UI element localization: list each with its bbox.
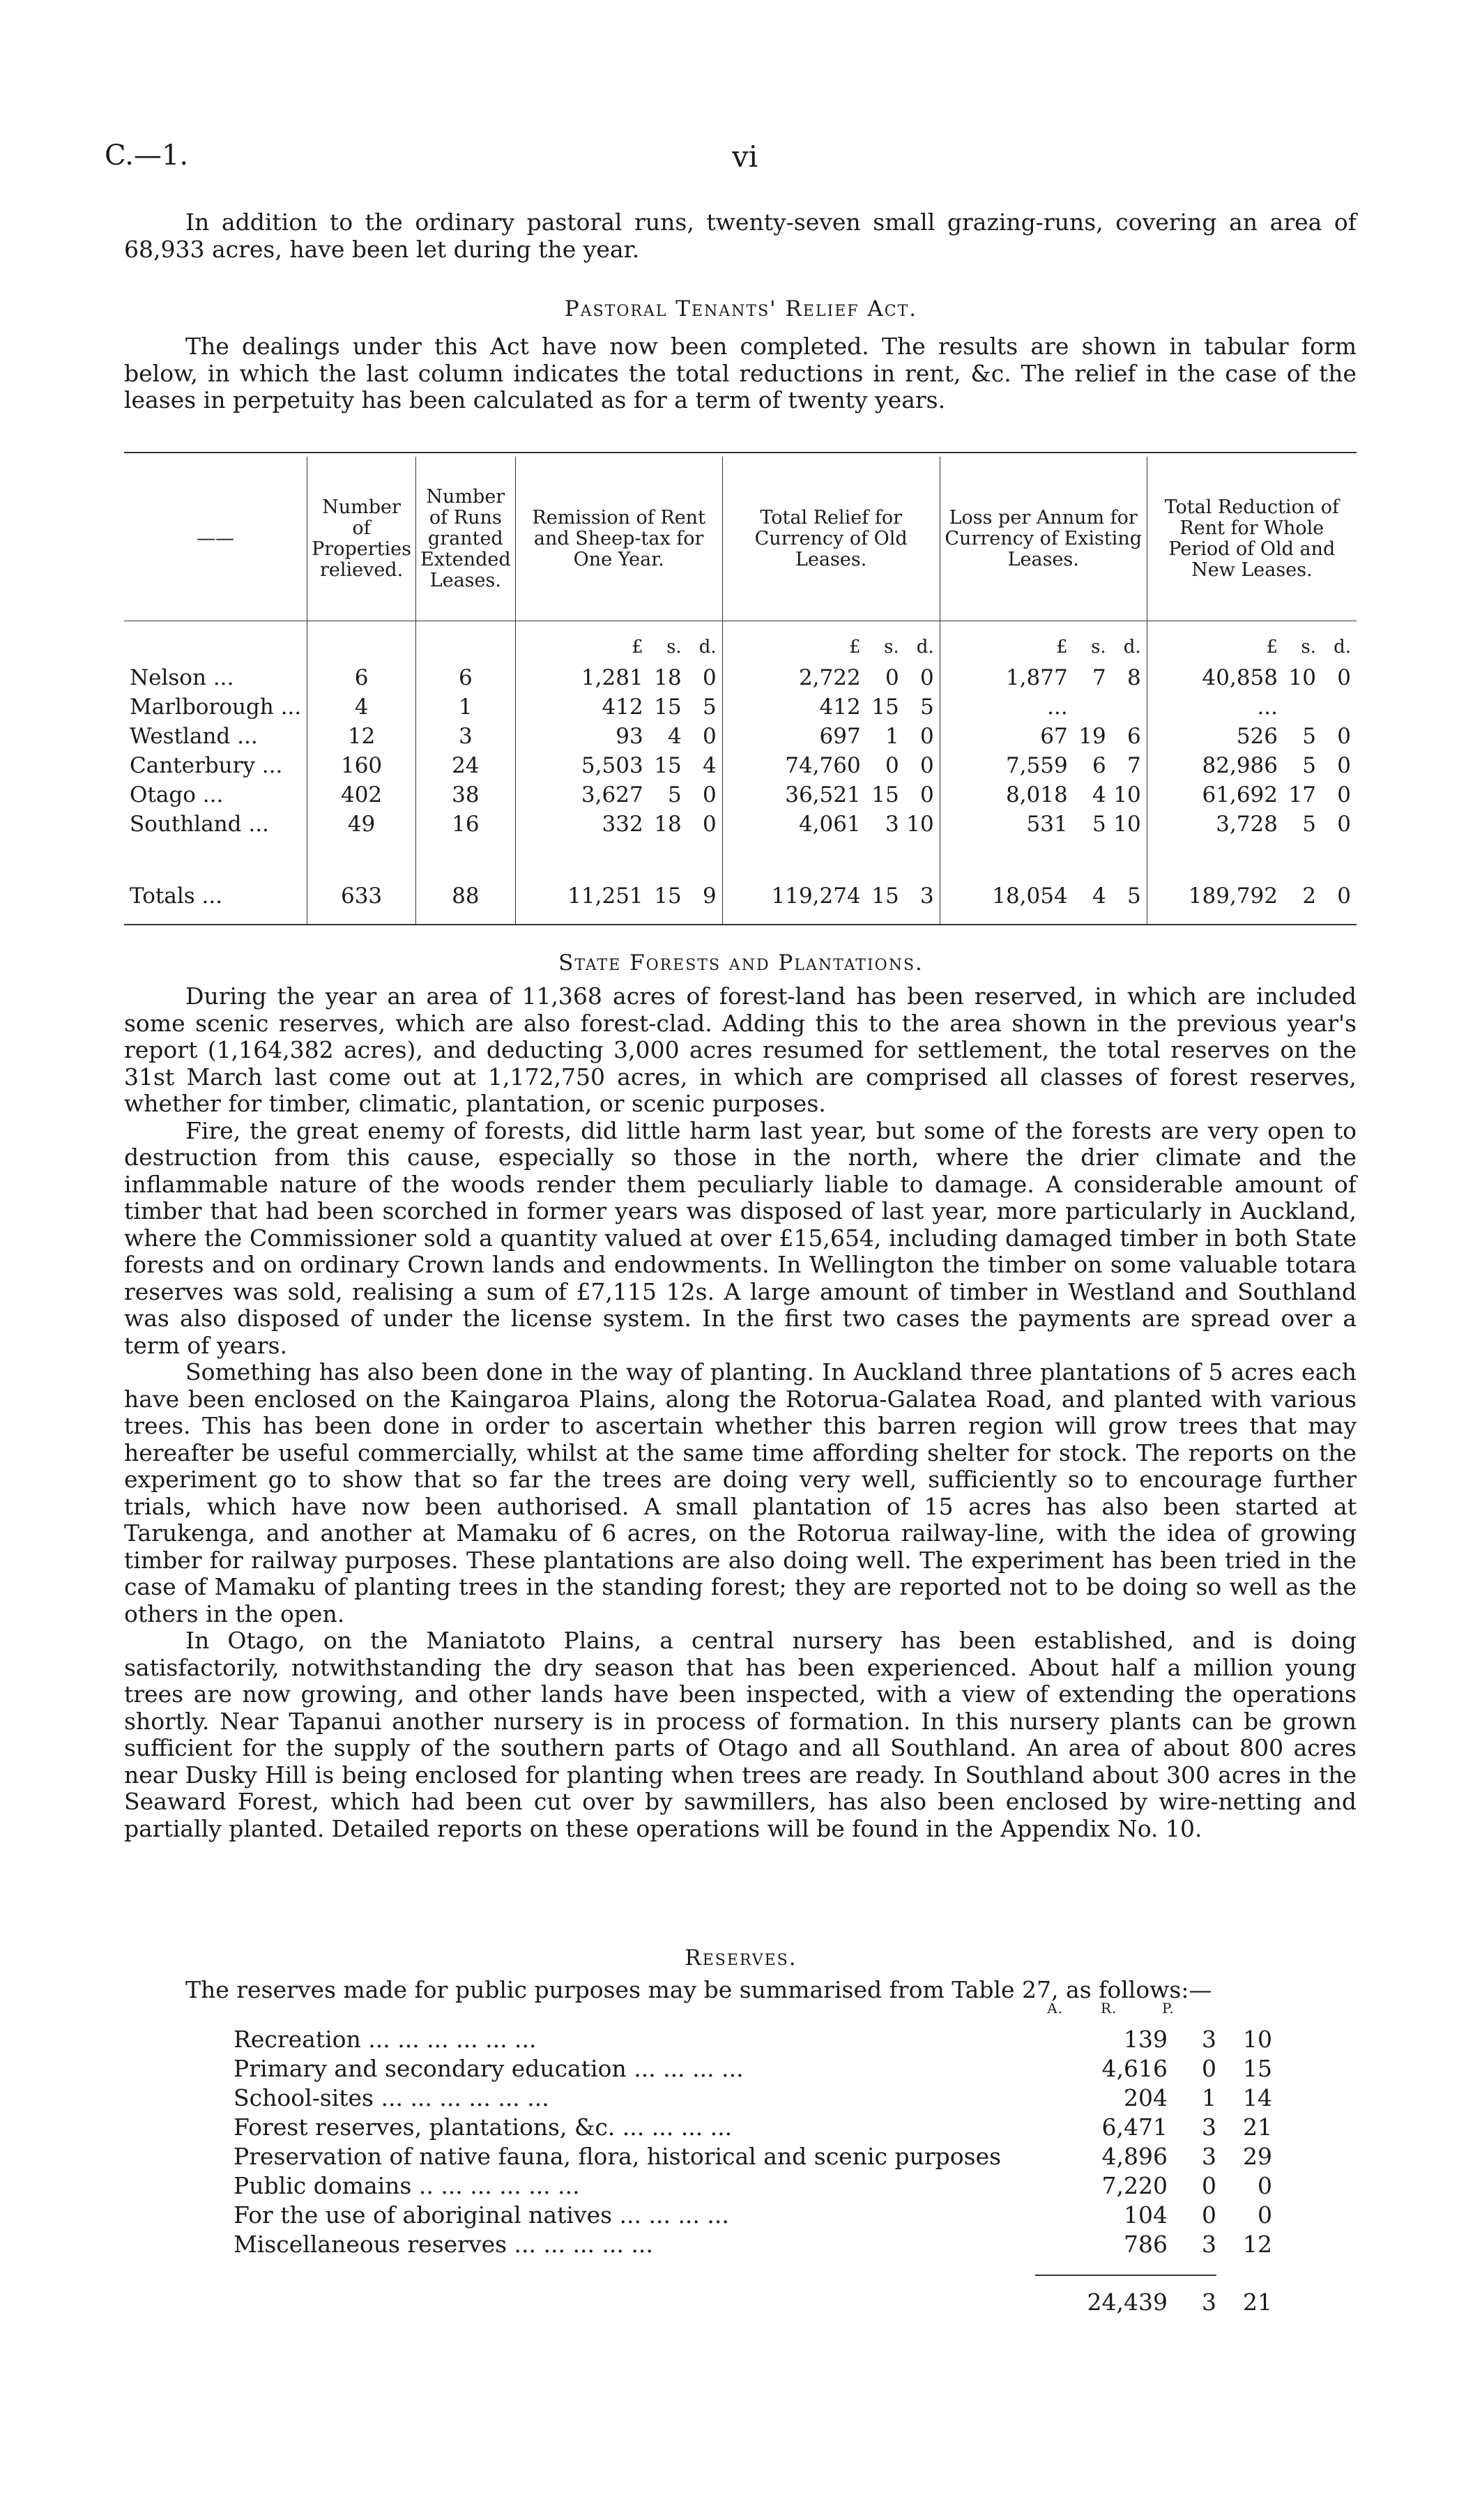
money-cell: 1,877 7 8 (940, 663, 1147, 692)
reserve-perches: 0 (1258, 2172, 1272, 2199)
reserve-label: Preservation of native fauna, flora, historical and scenic purposes (234, 2143, 1002, 2170)
table-cell: 402 (307, 780, 416, 810)
reserve-label: Primary and secondary education ... ... ... ... (234, 2055, 744, 2082)
reserve-item (234, 2231, 1356, 2260)
reserve-label: School-sites ... ... ... ... ... ... (234, 2084, 549, 2111)
reserves-total-rule (1035, 2275, 1216, 2276)
reserve-item (234, 2084, 1356, 2113)
document-code: C.—1. (105, 139, 189, 172)
reserve-acres: 204 (1124, 2084, 1168, 2111)
table-row (124, 751, 1357, 780)
units-cell: £ s. d. (722, 621, 940, 664)
column-header: Total Relief for Currency of Old Leases. (722, 457, 940, 621)
units-row (124, 621, 1357, 664)
reserve-roods: 3 (1202, 2113, 1216, 2141)
money-cell: 93 4 0 (515, 722, 722, 751)
reserve-perches: 0 (1258, 2201, 1272, 2229)
reserve-label: Miscellaneous reserves ... ... ... ... ... (234, 2231, 653, 2258)
reserve-item (234, 2055, 1356, 2084)
table-cell: 160 (307, 751, 416, 780)
money-cell: 61,692 17 0 (1147, 780, 1357, 810)
reserve-acres: 4,896 (1101, 2143, 1168, 2170)
money-cell: 189,792 2 0 (1147, 868, 1357, 925)
table-cell: Nelson ... (130, 665, 234, 690)
table-cell: 16 (415, 810, 515, 839)
relief-act-paragraph: The dealings under this Act have now been completed. The results are shown in tabular form below, in which the last column indicates the total reductions in rent, &c. The relief in the case of the leases in perpetuity has been calculated as for a term of twenty years. (124, 333, 1357, 413)
units-cell: £ s. d. (1147, 621, 1357, 664)
money-cell: 36,521 15 0 (722, 780, 940, 810)
column-header: Number of Runs granted Extended Leases. (415, 457, 515, 621)
reserve-acres: 4,616 (1101, 2055, 1168, 2082)
money-cell: 2,722 0 0 (722, 663, 940, 692)
reserve-perches: 14 (1243, 2084, 1272, 2111)
unit-perches: P. (1161, 2000, 1175, 2017)
money-cell: 82,986 5 0 (1147, 751, 1357, 780)
forests-paragraph: During the year an area of 11,368 acres of forest-land has been reserved, in which are included some scenic reserves, which are also forest-clad. Adding this to the area shown in the previous year's report (1,164,382 acres), and deducting 3,000 acres resumed for settlement, the total reserves on the 31st March last come out at 1,172,750 acres, in which are comprised all classes of forest reserves, whether for timber, climatic, plantation, or scenic purposes. (124, 982, 1357, 1117)
money-cell: ... (940, 692, 1147, 722)
table-cell: Totals ... (130, 883, 223, 909)
reserve-perches: 29 (1243, 2143, 1272, 2170)
money-cell: 3,627 5 0 (515, 780, 722, 810)
table-row (124, 722, 1357, 751)
table-header-row (124, 457, 1357, 621)
reserve-perches: 10 (1243, 2026, 1272, 2053)
money-cell: 18,054 4 5 (940, 868, 1147, 925)
reserves-units (1035, 2000, 1175, 2017)
table-cell: Southland ... (130, 812, 269, 837)
money-cell: ... (1147, 692, 1357, 722)
relief-table (124, 457, 1357, 925)
column-header: Total Reduction of Rent for Whole Period of Old and New Leases. (1147, 457, 1357, 621)
intro-section (124, 209, 1357, 263)
forests-paragraph: Fire, the great enemy of forests, did little harm last year, but some of the forests are very open to destruction from this cause, especially so those in the north, where the drier climate and the inflammable nature of the woods render them peculiarly liable to damage. A considerable amount of timber that had been scorched in former years was disposed of last year, more particularly in Auckland, where the Commissioner sold a quantity valued at over £15,654, including damaged timber in both State forests and on ordinary Crown lands and endowments. In Wellington the timber on some valuable totara reserves was sold, realising a sum of £7,115 12s. A large amount of timber in Westland and Southland was also disposed of under the license system. In the first two cases the payments are spread over a term of years. (124, 1116, 1357, 1359)
table-row (124, 810, 1357, 839)
reserves-intro: The reserves made for public purposes may be summarised from Table 27, as follows:— (185, 1976, 1212, 2003)
reserve-acres: 6,471 (1101, 2113, 1168, 2141)
reserve-acres: 786 (1124, 2231, 1168, 2258)
reserve-perches: 21 (1243, 2113, 1272, 2141)
reserve-item (234, 2026, 1356, 2055)
money-cell: 67 19 6 (940, 722, 1147, 751)
column-header: Remission of Rent and Sheep-tax for One Year. (515, 457, 722, 621)
reserve-perches: 15 (1243, 2055, 1272, 2082)
money-cell: 5,503 15 4 (515, 751, 722, 780)
table-cell: 1 (415, 692, 515, 722)
reserve-acres: 139 (1124, 2026, 1168, 2053)
reserve-roods: 3 (1202, 2143, 1216, 2170)
units-cell: £ s. d. (515, 621, 722, 664)
unit-roods: R. (1100, 2000, 1117, 2017)
table-cell: 4 (307, 692, 416, 722)
relief-act-heading: Pastoral Tenants' Relief Act. (564, 296, 918, 321)
table-cell: 12 (307, 722, 416, 751)
table-cell: 3 (415, 722, 515, 751)
money-cell: 526 5 0 (1147, 722, 1357, 751)
total-roods: 3 (1202, 2289, 1216, 2316)
reserve-roods: 3 (1202, 2231, 1216, 2258)
reserves-total (1035, 2289, 1272, 2316)
reserve-perches: 12 (1243, 2231, 1272, 2258)
money-cell: 7,559 6 7 (940, 751, 1147, 780)
column-header: Number of Properties relieved. (307, 457, 416, 621)
reserves-list (234, 2026, 1356, 2260)
money-cell: 412 15 5 (515, 692, 722, 722)
reserve-item (234, 2143, 1356, 2172)
unit-acres: A. (1047, 2000, 1063, 2017)
totals-row (124, 868, 1357, 925)
reserve-roods: 1 (1202, 2084, 1216, 2111)
reserve-acres: 104 (1124, 2201, 1168, 2229)
table-cell: 6 (415, 663, 515, 692)
reserve-label: Public domains .. ... ... ... ... ... (234, 2172, 580, 2199)
table-top-rule (124, 452, 1357, 453)
reserve-roods: 3 (1202, 2026, 1216, 2053)
table-row (124, 692, 1357, 722)
table-cell: 88 (415, 868, 515, 925)
money-cell: 332 18 0 (515, 810, 722, 839)
table-row (124, 663, 1357, 692)
forests-paragraph: In Otago, on the Maniatoto Plains, a central nursery has been established, and is doing satisfactorily, notwithstanding the dry season that has been experienced. About half a million young trees are now growing, and other lands have been inspected, with a view of extending the operations shortly. Near Tapanui another nursery is in process of formation. In this nursery plants can be grown sufficient for the supply of the southern parts of Otago and all Southland. An area of about 800 acres near Dusky Hill is being enclosed for planting when trees are ready. In Southland about 300 acres in the Seaward Forest, which had been cut over by sawmillers, has also been enclosed by wire-netting and partially planted. Detailed reports on these operations will be found in the Appendix No. 10. (124, 1627, 1357, 1842)
reserve-acres: 7,220 (1101, 2172, 1168, 2199)
column-header: Loss per Annum for Currency of Existing Leases. (940, 457, 1147, 621)
money-cell: 4,061 3 10 (722, 810, 940, 839)
reserve-roods: 0 (1202, 2055, 1216, 2082)
reserve-item (234, 2172, 1356, 2201)
table-cell: 38 (415, 780, 515, 810)
reserve-item (234, 2113, 1356, 2143)
money-cell: 697 1 0 (722, 722, 940, 751)
table-cell: Westland ... (130, 724, 258, 749)
forests-paragraph: Something has also been done in the way of planting. In Auckland three plantations of 5 acres each have been enclosed on the Kaingaroa Plains, along the Rotorua-Galatea Road, and planted with various trees. This has been done in order to ascertain whether this barren region will grow trees that may hereafter be useful commercially, whilst at the same time affording shelter for stock. The reports on the experiment go to show that so far the trees are doing very well, sufficiently so to encourage further trials, which have now been authorised. A small plantation of 15 acres has also been started at Tarukenga, and another at Mamaku of 6 acres, on the Rotorua railway-line, with the idea of growing timber for railway purposes. These plantations are also doing well. The experiment has been tried in the case of Mamaku of planting trees in the standing forest; they are reported not to be doing so well as the others in the open. (124, 1358, 1357, 1627)
money-cell: 3,728 5 0 (1147, 810, 1357, 839)
units-cell: £ s. d. (940, 621, 1147, 664)
table-cell: 24 (415, 751, 515, 780)
table-cell: Marlborough ... (130, 694, 302, 720)
intro-paragraph: In addition to the ordinary pastoral runs, twenty-seven small grazing-runs, covering an area of 68,933 acres, have been let during the year. (124, 208, 1357, 263)
reserve-label: For the use of aboriginal natives ... ... ... ... (234, 2201, 729, 2229)
money-cell: 412 15 5 (722, 692, 940, 722)
table-row (124, 780, 1357, 810)
table-cell: Canterbury ... (130, 753, 283, 778)
table-cell: 6 (307, 663, 416, 692)
money-cell: 74,760 0 0 (722, 751, 940, 780)
table-cell: Otago ... (130, 782, 224, 807)
reserves-heading: Reserves. (685, 1945, 797, 1971)
column-header: —— (197, 527, 235, 549)
money-cell: 8,018 4 10 (940, 780, 1147, 810)
table-cell: 49 (307, 810, 416, 839)
reserve-roods: 0 (1202, 2172, 1216, 2199)
money-cell: 40,858 10 0 (1147, 663, 1357, 692)
money-cell: 119,274 15 3 (722, 868, 940, 925)
money-cell: 11,251 15 9 (515, 868, 722, 925)
reserve-label: Forest reserves, plantations, &c. ... ... ... ... (234, 2113, 733, 2141)
total-perches: 21 (1243, 2289, 1272, 2316)
money-cell: 1,281 18 0 (515, 663, 722, 692)
forests-section (124, 983, 1357, 1842)
reserve-roods: 0 (1202, 2201, 1216, 2229)
reserve-item (234, 2201, 1356, 2231)
forests-heading: State Forests and Plantations. (558, 950, 924, 976)
money-cell: 531 5 10 (940, 810, 1147, 839)
page-number: vi (732, 139, 758, 174)
table-cell: 633 (307, 868, 416, 925)
total-acres: 24,439 (1087, 2289, 1168, 2316)
reserve-label: Recreation ... ... ... ... ... ... (234, 2026, 537, 2053)
relief-act-section (124, 333, 1357, 414)
